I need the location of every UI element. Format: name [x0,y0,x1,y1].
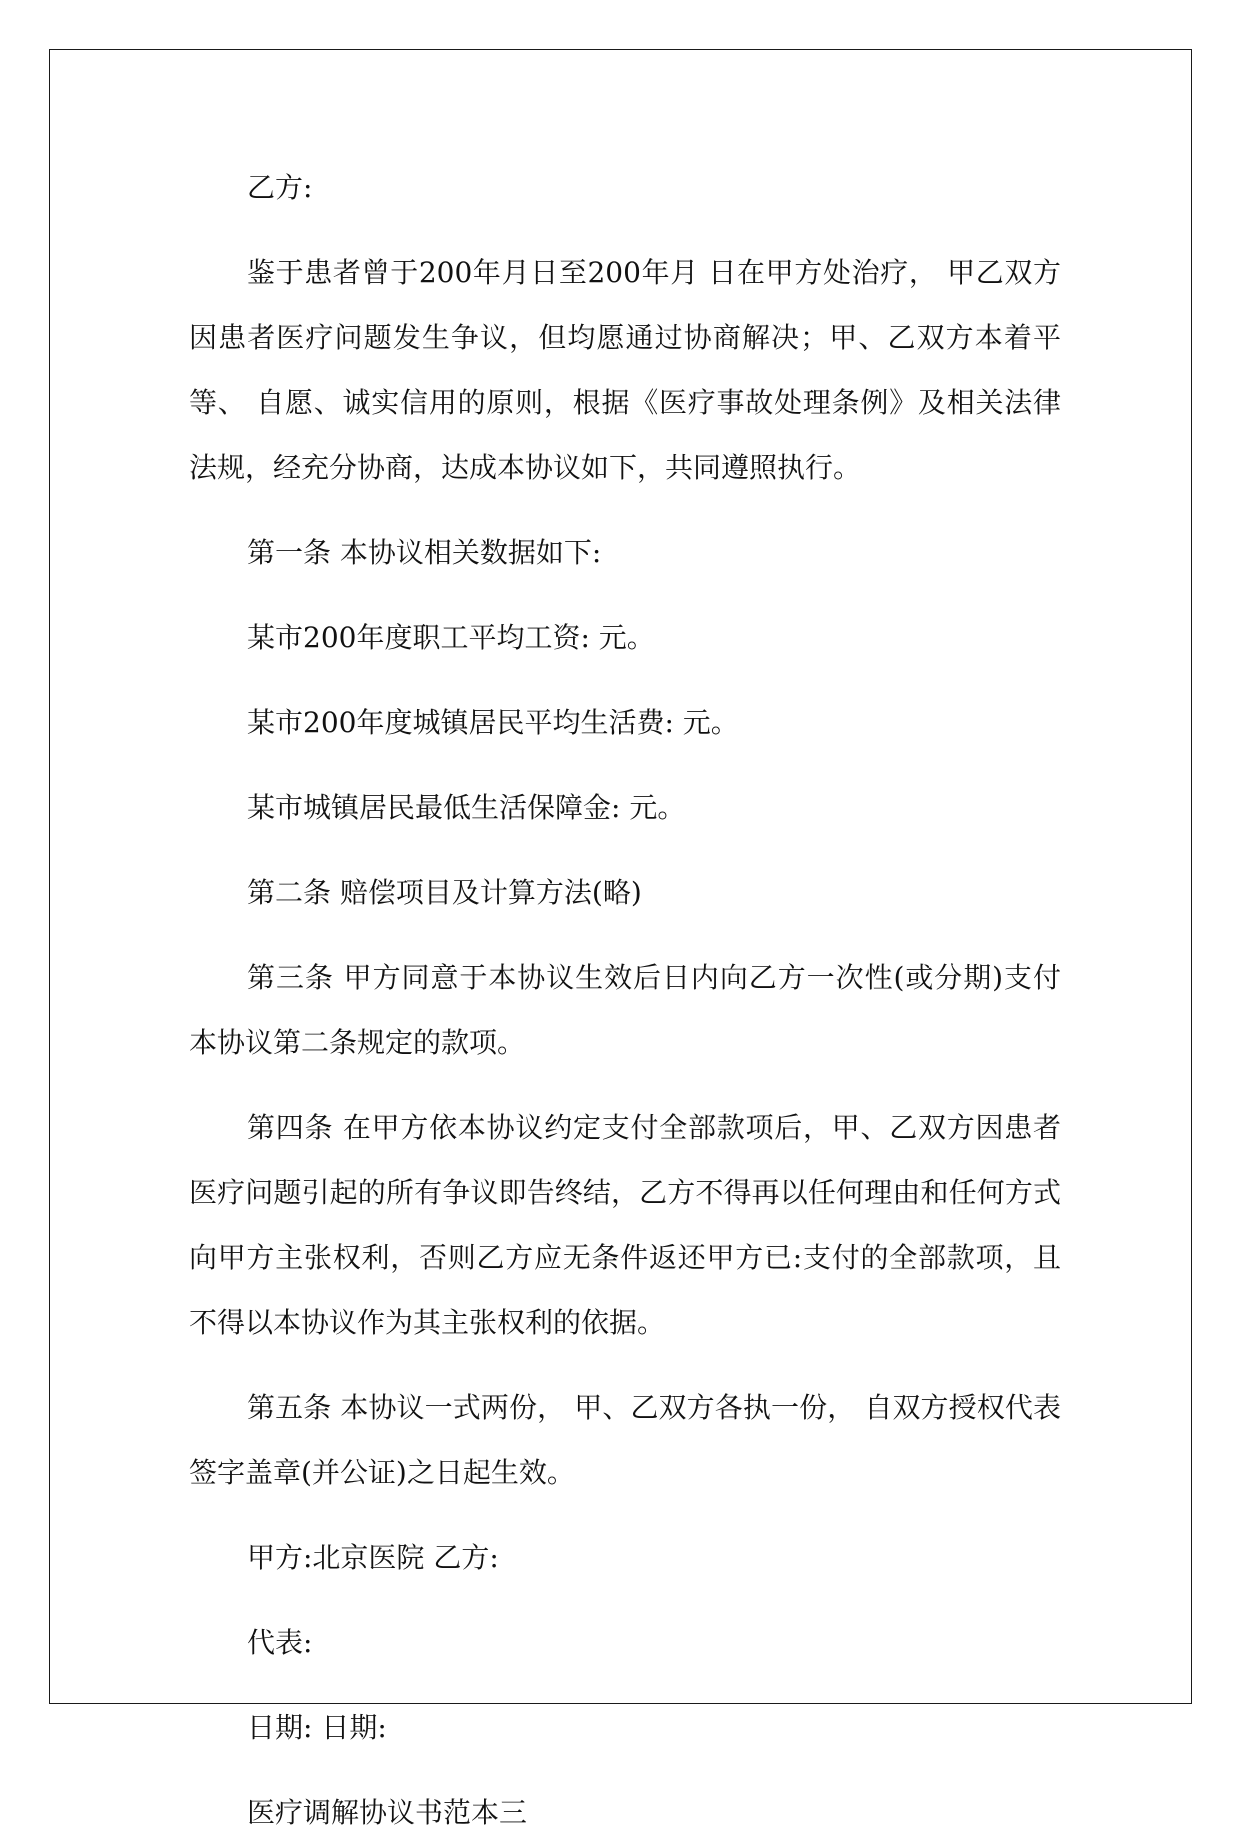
preamble-paragraph: 鉴于患者曾于200年月日至200年月 日在甲方处治疗， 甲乙双方因患者医疗问题发生争议，但均愿通过协商解决；甲、乙双方本着平等、 自愿、诚实信用的原则，根据《医疗事故处理条例》及相关法律法规，经充分协商，达成本协议如下，共同遵照执行。 [189,256,1061,484]
signature-representative: 代表: [247,1626,313,1659]
next-section-title: 医疗调解协议书范本三 [247,1796,528,1829]
article-1-heading: 第一条 本协议相关数据如下: [247,536,602,569]
document-body [189,155,1061,1845]
party-b-line: 乙方: [247,171,313,204]
data-minimum-security: 某市城镇居民最低生活保障金: 元。 [247,791,686,824]
signature-parties: 甲方:北京医院 乙方: [247,1541,499,1574]
article-3: 第三条 甲方同意于本协议生效后日内向乙方一次性(或分期)支付本协议第二条规定的款项。 [189,961,1061,1059]
data-average-wage: 某市200年度职工平均工资: 元。 [247,621,655,654]
article-5: 第五条 本协议一式两份， 甲、乙双方各执一份， 自双方授权代表签字盖章(并公证)之日起生效。 [189,1391,1061,1489]
article-2: 第二条 赔偿项目及计算方法(略) [247,876,642,909]
signature-dates: 日期: 日期: [247,1711,387,1744]
data-living-cost: 某市200年度城镇居民平均生活费: 元。 [247,706,739,739]
article-4: 第四条 在甲方依本协议约定支付全部款项后，甲、乙双方因患者医疗问题引起的所有争议即告终结，乙方不得再以任何理由和任何方式向甲方主张权利，否则乙方应无条件返还甲方已:支付的全部款项，且不得以本协议作为其主张权利的依据。 [189,1111,1061,1339]
